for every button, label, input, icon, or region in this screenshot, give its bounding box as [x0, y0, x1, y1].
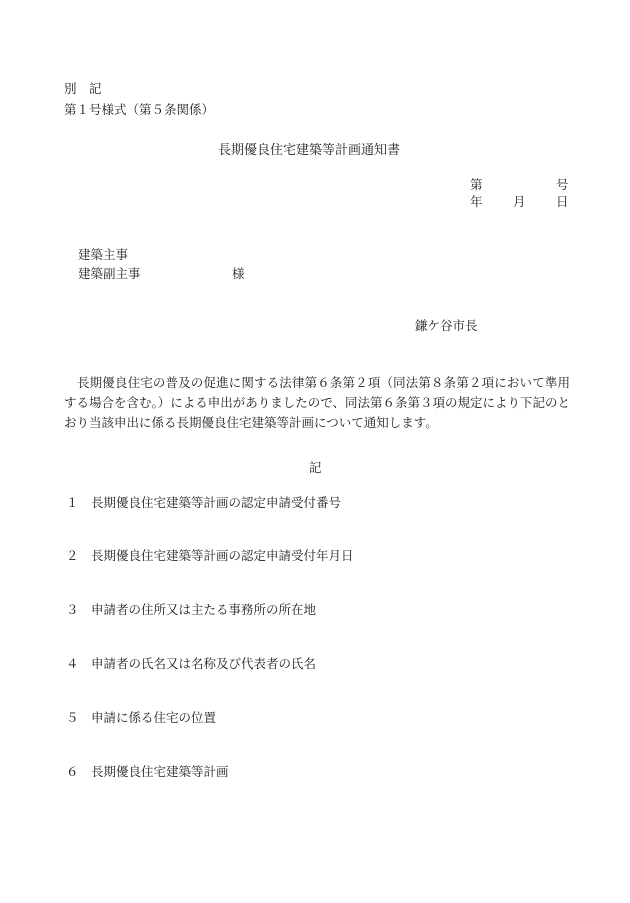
reference-number-prefix: 第: [470, 177, 483, 192]
body-paragraph: 長期優良住宅の普及の促進に関する法律第６条第２項（同法第８条第２項において準用する場合を含む。）による申出がありましたので、同法第６条第３項の規定により下記のとおり当該申出に係る長期優良住宅建築等計画について通知します。: [64, 375, 571, 430]
ki-heading: 記: [309, 460, 322, 475]
item-number: ３: [66, 602, 79, 617]
item-label: 長期優良住宅建築等計画: [91, 764, 229, 779]
addressee-honorific: 様: [232, 266, 245, 281]
addressee-line1: 建築主事: [78, 247, 129, 262]
item-label: 長期優良住宅建築等計画の認定申請受付番号: [91, 495, 342, 510]
date-year: 年: [470, 194, 483, 209]
item-number: ２: [66, 548, 79, 563]
sender: 鎌ケ谷市長: [415, 318, 478, 333]
item-label: 申請者の氏名又は名称及び代表者の氏名: [91, 656, 317, 671]
reference-number-suffix: 号: [556, 177, 569, 192]
item-label: 申請に係る住宅の位置: [91, 710, 217, 725]
item-number: １: [66, 495, 79, 510]
addressee-line2: 建築副主事: [78, 266, 141, 281]
form-label: 第１号様式（第５条関係）: [64, 102, 215, 117]
item-number: ５: [66, 710, 79, 725]
document-title: 長期優良住宅建築等計画通知書: [218, 143, 401, 158]
date-month: 月: [513, 194, 526, 209]
item-number: ４: [66, 656, 79, 671]
item-label: 申請者の住所又は主たる事務所の所在地: [91, 602, 317, 617]
item-number: ６: [66, 764, 79, 779]
item-label: 長期優良住宅建築等計画の認定申請受付年月日: [91, 548, 354, 563]
appendix-label: 別 記: [64, 81, 102, 96]
date-day: 日: [556, 194, 569, 209]
